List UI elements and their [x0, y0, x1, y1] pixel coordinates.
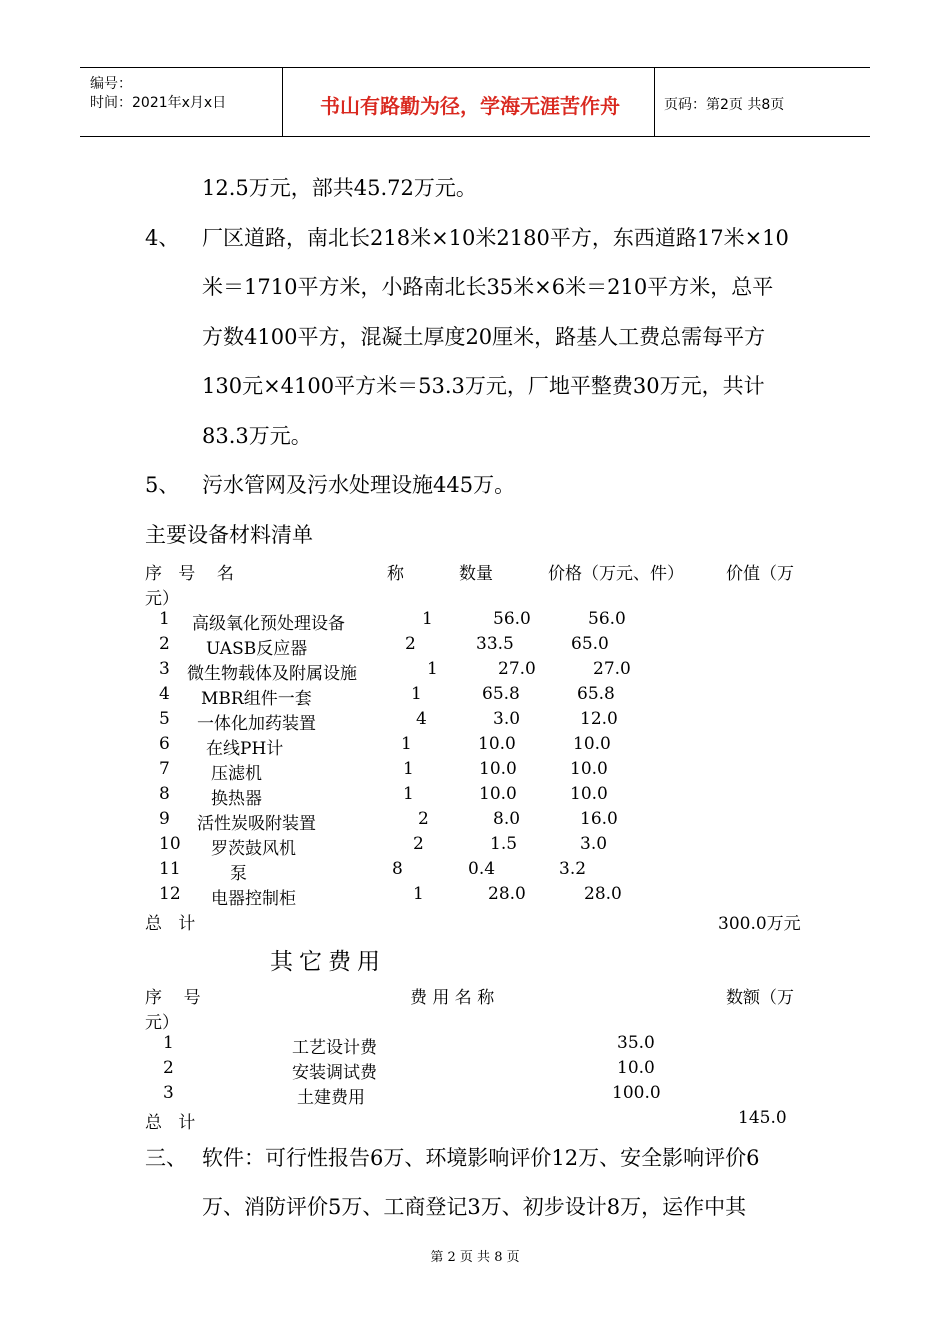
equipment-row-qty: 2: [418, 809, 429, 829]
equipment-row-no: 8: [159, 784, 170, 804]
equipment-row-name: 电器控制柜: [211, 889, 296, 909]
header-motto: 书山有路勤为径，学海无涯苦作舟: [320, 94, 620, 118]
equipment-header-no: 序 号 名: [145, 564, 234, 584]
other-header-wrap: 元）: [145, 1013, 179, 1033]
equipment-row-price: 0.4: [468, 859, 496, 879]
equipment-row-qty: 8: [392, 859, 403, 879]
equipment-row-no: 9: [159, 809, 170, 829]
item4-line: 米＝1710平方米，小路南北长35米×6米＝210平方米，总平: [202, 275, 774, 299]
equipment-header-qty: 数量: [459, 564, 493, 584]
section3-line: 软件：可行性报告6万、环境影响评价12万、安全影响评价6: [202, 1146, 760, 1170]
equipment-row-name: 活性炭吸附装置: [197, 814, 316, 834]
item4-line: 方数4100平方，混凝土厚度20厘米，路基人工费总需每平方: [202, 325, 766, 349]
equipment-row-price: 1.5: [490, 834, 518, 854]
other-row-name: 工艺设计费: [292, 1038, 377, 1058]
other-row-no: 3: [163, 1083, 174, 1103]
equipment-row-name: UASB反应器: [206, 639, 308, 659]
other-row-no: 2: [163, 1058, 174, 1078]
equipment-header-price: 价格（万元、件）: [548, 564, 684, 584]
equipment-row-value: 3.2: [559, 859, 587, 879]
equipment-row-no: 10: [159, 834, 181, 854]
doc-time-label: 时间：2021年x月x日: [90, 95, 227, 111]
header-page-label: 页码：第2页 共8页: [664, 97, 785, 113]
equipment-row-no: 1: [159, 609, 170, 629]
equipment-row-price: 33.5: [476, 634, 514, 654]
other-header-name: 费 用 名 称: [410, 988, 495, 1008]
equipment-row-value: 10.0: [570, 759, 608, 779]
equipment-title: 主要设备材料清单: [145, 523, 313, 547]
equipment-row-name: 罗茨鼓风机: [211, 839, 296, 859]
equipment-row-name: 在线PH计: [206, 739, 284, 759]
other-row-name: 土建费用: [297, 1088, 365, 1108]
equipment-row-qty: 1: [403, 759, 414, 779]
equipment-row-qty: 1: [401, 734, 412, 754]
section3-number: 三、: [145, 1146, 187, 1170]
equipment-row-price: 8.0: [493, 809, 521, 829]
equipment-row-no: 7: [159, 759, 170, 779]
equipment-row-qty: 1: [427, 659, 438, 679]
equipment-header-value: 价值（万: [726, 564, 794, 584]
other-row-amount: 35.0: [617, 1033, 655, 1053]
equipment-row-no: 11: [159, 859, 181, 879]
equipment-row-value: 28.0: [584, 884, 622, 904]
equipment-row-no: 4: [159, 684, 170, 704]
item4-line: 厂区道路，南北长218米×10米2180平方，东西道路17米×10: [202, 226, 789, 250]
equipment-row-price: 10.0: [479, 784, 517, 804]
equipment-row-price: 56.0: [493, 609, 531, 629]
other-costs-title: 其它费用: [270, 949, 386, 975]
other-row-amount: 100.0: [612, 1083, 661, 1103]
item4-line: 83.3万元。: [202, 424, 312, 448]
page-footer: 第 2 页 共 8 页: [430, 1250, 520, 1265]
other-row-no: 1: [163, 1033, 174, 1053]
equipment-row-qty: 1: [411, 684, 422, 704]
item4-number: 4、: [145, 226, 180, 250]
equipment-row-value: 56.0: [588, 609, 626, 629]
equipment-row-price: 28.0: [488, 884, 526, 904]
equipment-row-qty: 4: [416, 709, 427, 729]
equipment-row-price: 10.0: [478, 734, 516, 754]
item5-number: 5、: [145, 473, 180, 497]
header-divider: [282, 68, 283, 136]
other-header-no: 序 号: [145, 988, 201, 1008]
other-total-value: 145.0: [738, 1108, 787, 1128]
page-header: [80, 67, 870, 137]
equipment-row-qty: 1: [413, 884, 424, 904]
equipment-row-price: 3.0: [493, 709, 521, 729]
equipment-row-no: 2: [159, 634, 170, 654]
equipment-row-no: 6: [159, 734, 170, 754]
item4-line: 130元×4100平方米＝53.3万元，厂地平整费30万元，共计: [202, 374, 765, 398]
other-row-name: 安装调试费: [292, 1063, 377, 1083]
equipment-row-value: 3.0: [580, 834, 608, 854]
equipment-row-name: 高级氧化预处理设备: [192, 614, 345, 634]
equipment-row-qty: 2: [405, 634, 416, 654]
equipment-row-name: 泵: [230, 864, 247, 884]
other-total-label: 总 计: [145, 1113, 196, 1133]
equipment-row-value: 65.8: [577, 684, 615, 704]
equipment-row-value: 10.0: [570, 784, 608, 804]
equipment-row-price: 10.0: [479, 759, 517, 779]
equipment-total-label: 总 计: [145, 914, 196, 934]
equipment-row-price: 27.0: [498, 659, 536, 679]
equipment-row-no: 12: [159, 884, 181, 904]
equipment-row-qty: 1: [403, 784, 414, 804]
equipment-row-value: 27.0: [593, 659, 631, 679]
equipment-row-value: 12.0: [580, 709, 618, 729]
doc-number-label: 编号：: [90, 76, 132, 92]
continued-line: 12.5万元，部共45.72万元。: [202, 176, 477, 200]
other-header-amount: 数额（万: [726, 988, 794, 1008]
equipment-row-name: MBR组件一套: [201, 689, 312, 709]
item5-text: 污水管网及污水处理设施445万。: [202, 473, 516, 497]
equipment-row-qty: 1: [422, 609, 433, 629]
equipment-row-name: 微生物载体及附属设施: [187, 664, 357, 684]
equipment-row-no: 3: [159, 659, 170, 679]
equipment-row-value: 10.0: [573, 734, 611, 754]
equipment-total-value: 300.0万元: [718, 914, 801, 934]
section3-line: 万、消防评价5万、工商登记3万、初步设计8万，运作中其: [202, 1195, 747, 1219]
equipment-row-no: 5: [159, 709, 170, 729]
equipment-row-name: 换热器: [211, 789, 262, 809]
equipment-header-name: 称: [387, 564, 404, 584]
equipment-header-wrap: 元）: [145, 589, 179, 609]
equipment-row-value: 65.0: [571, 634, 609, 654]
equipment-row-value: 16.0: [580, 809, 618, 829]
equipment-row-name: 压滤机: [211, 764, 262, 784]
equipment-row-price: 65.8: [482, 684, 520, 704]
equipment-row-qty: 2: [413, 834, 424, 854]
equipment-row-name: 一体化加药装置: [197, 714, 316, 734]
other-row-amount: 10.0: [617, 1058, 655, 1078]
